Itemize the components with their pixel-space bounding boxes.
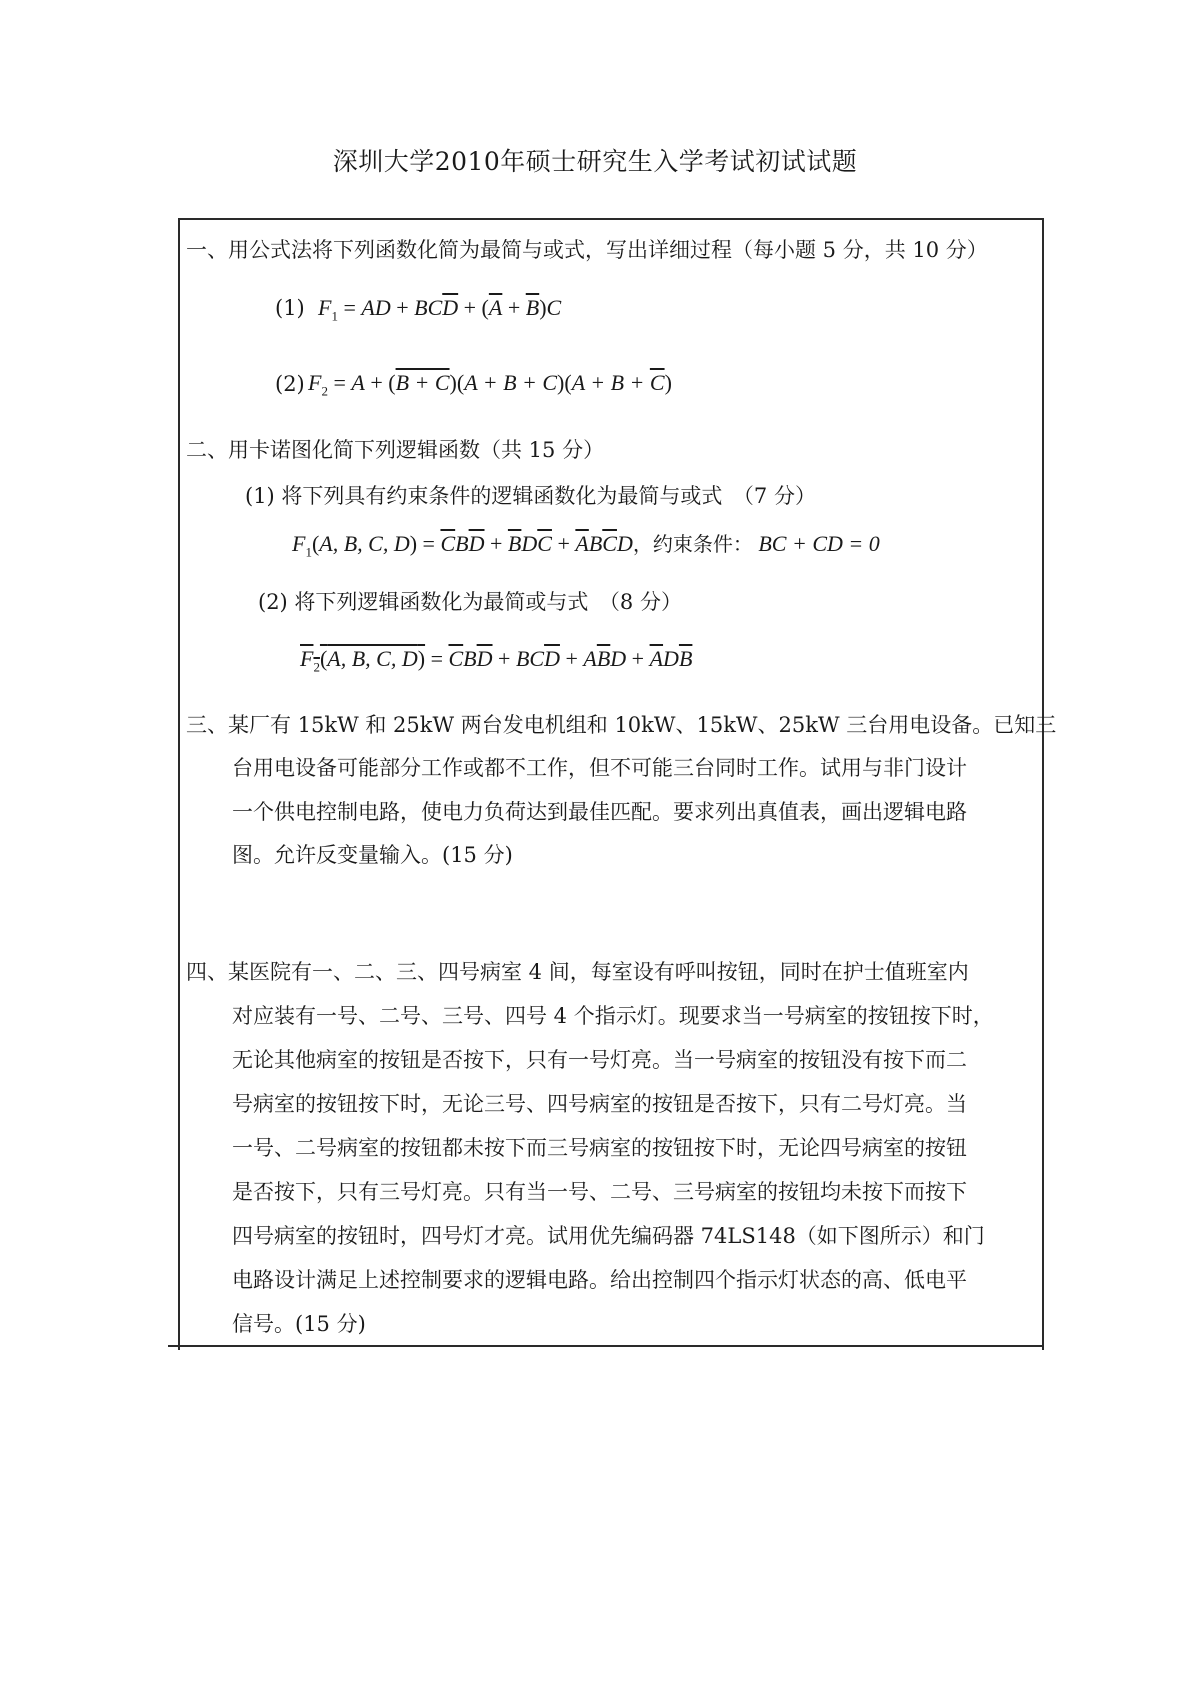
frame-bottom-rule xyxy=(168,1345,1044,1347)
q4-line-7: 四号病室的按钮时，四号灯才亮。试用优先编码器 74LS148（如下图所示）和门 xyxy=(232,1224,985,1248)
q2-sub1-formula: $F_1(A$, B, C, $D) = \overline{C}B\overline{D} + \overline{B}D\overline{C} + \overline{A}B\overline{C}D$，约束条件： BC + CD = 0 xyxy=(292,531,880,560)
q4-line-6: 是否按下，只有三号灯亮。只有当一号、二号、三号病室的按钮均未按下而按下 xyxy=(232,1180,967,1204)
exam-title: 深圳大学2010年硕士研究生入学考试初试试题 xyxy=(332,147,858,176)
q3-line-2: 台用电设备可能部分工作或都不工作，但不可能三台同时工作。试用与非门设计 xyxy=(232,756,967,780)
q2-heading: 二、用卡诺图化简下列逻辑函数（共 15 分） xyxy=(186,438,605,462)
q3-line-4: 图。允许反变量输入。(15 分) xyxy=(232,843,513,867)
q1-item1-label: (1) xyxy=(275,296,305,320)
q3-line-1: 三、某厂有 15kW 和 25kW 两台发电机组和 10kW、15kW、25kW 三台用电设备。已知三 xyxy=(186,713,1057,737)
q2-sub2-formula: $F_2(A$, B, C, $D) = \overline{C}B\overline{D} + BC\overline{D} + A\overline{B}D + \overline{A}D\overline{B}$ xyxy=(300,646,693,675)
q4-line-8: 电路设计满足上述控制要求的逻辑电路。给出控制四个指示灯状态的高、低电平 xyxy=(232,1268,967,1292)
q2-sub2: (2) 将下列逻辑函数化为最简或与式 （8 分） xyxy=(258,590,682,614)
q4-line-2: 对应装有一号、二号、三号、四号 4 个指示灯。现要求当一号病室的按钮按下时， xyxy=(232,1004,994,1028)
q3-line-3: 一个供电控制电路，使电力负荷达到最佳匹配。要求列出真值表，画出逻辑电路 xyxy=(232,800,967,824)
q2-sub1: (1) 将下列具有约束条件的逻辑函数化为最简与或式 （7 分） xyxy=(245,484,816,508)
q4-line-9: 信号。(15 分) xyxy=(232,1312,366,1336)
q1-heading: 一、用公式法将下列函数化简为最简与或式，写出详细过程（每小题 5 分，共 10 分） xyxy=(186,238,988,262)
q4-line-1: 四、某医院有一、二、三、四号病室 4 间，每室设有呼叫按钮，同时在护士值班室内 xyxy=(186,960,969,984)
q4-line-3: 无论其他病室的按钮是否按下，只有一号灯亮。当一号病室的按钮没有按下而二 xyxy=(232,1048,967,1072)
q4-line-5: 一号、二号病室的按钮都未按下而三号病室的按钮按下时，无论四号病室的按钮 xyxy=(232,1136,967,1160)
q1-item1-formula: $F_1$ = AD + $BC\overline{D} + (\overline{A} + \overline{B})C$ xyxy=(318,295,562,324)
q1-item2-formula: $F_2 = A + (B + C)(A + B + C)(A + B + \overline{C})$ xyxy=(308,370,672,399)
q1-item2-label: (2) xyxy=(275,372,305,396)
q4-line-4: 号病室的按钮按下时，无论三号、四号病室的按钮是否按下，只有二号灯亮。当 xyxy=(232,1092,967,1116)
